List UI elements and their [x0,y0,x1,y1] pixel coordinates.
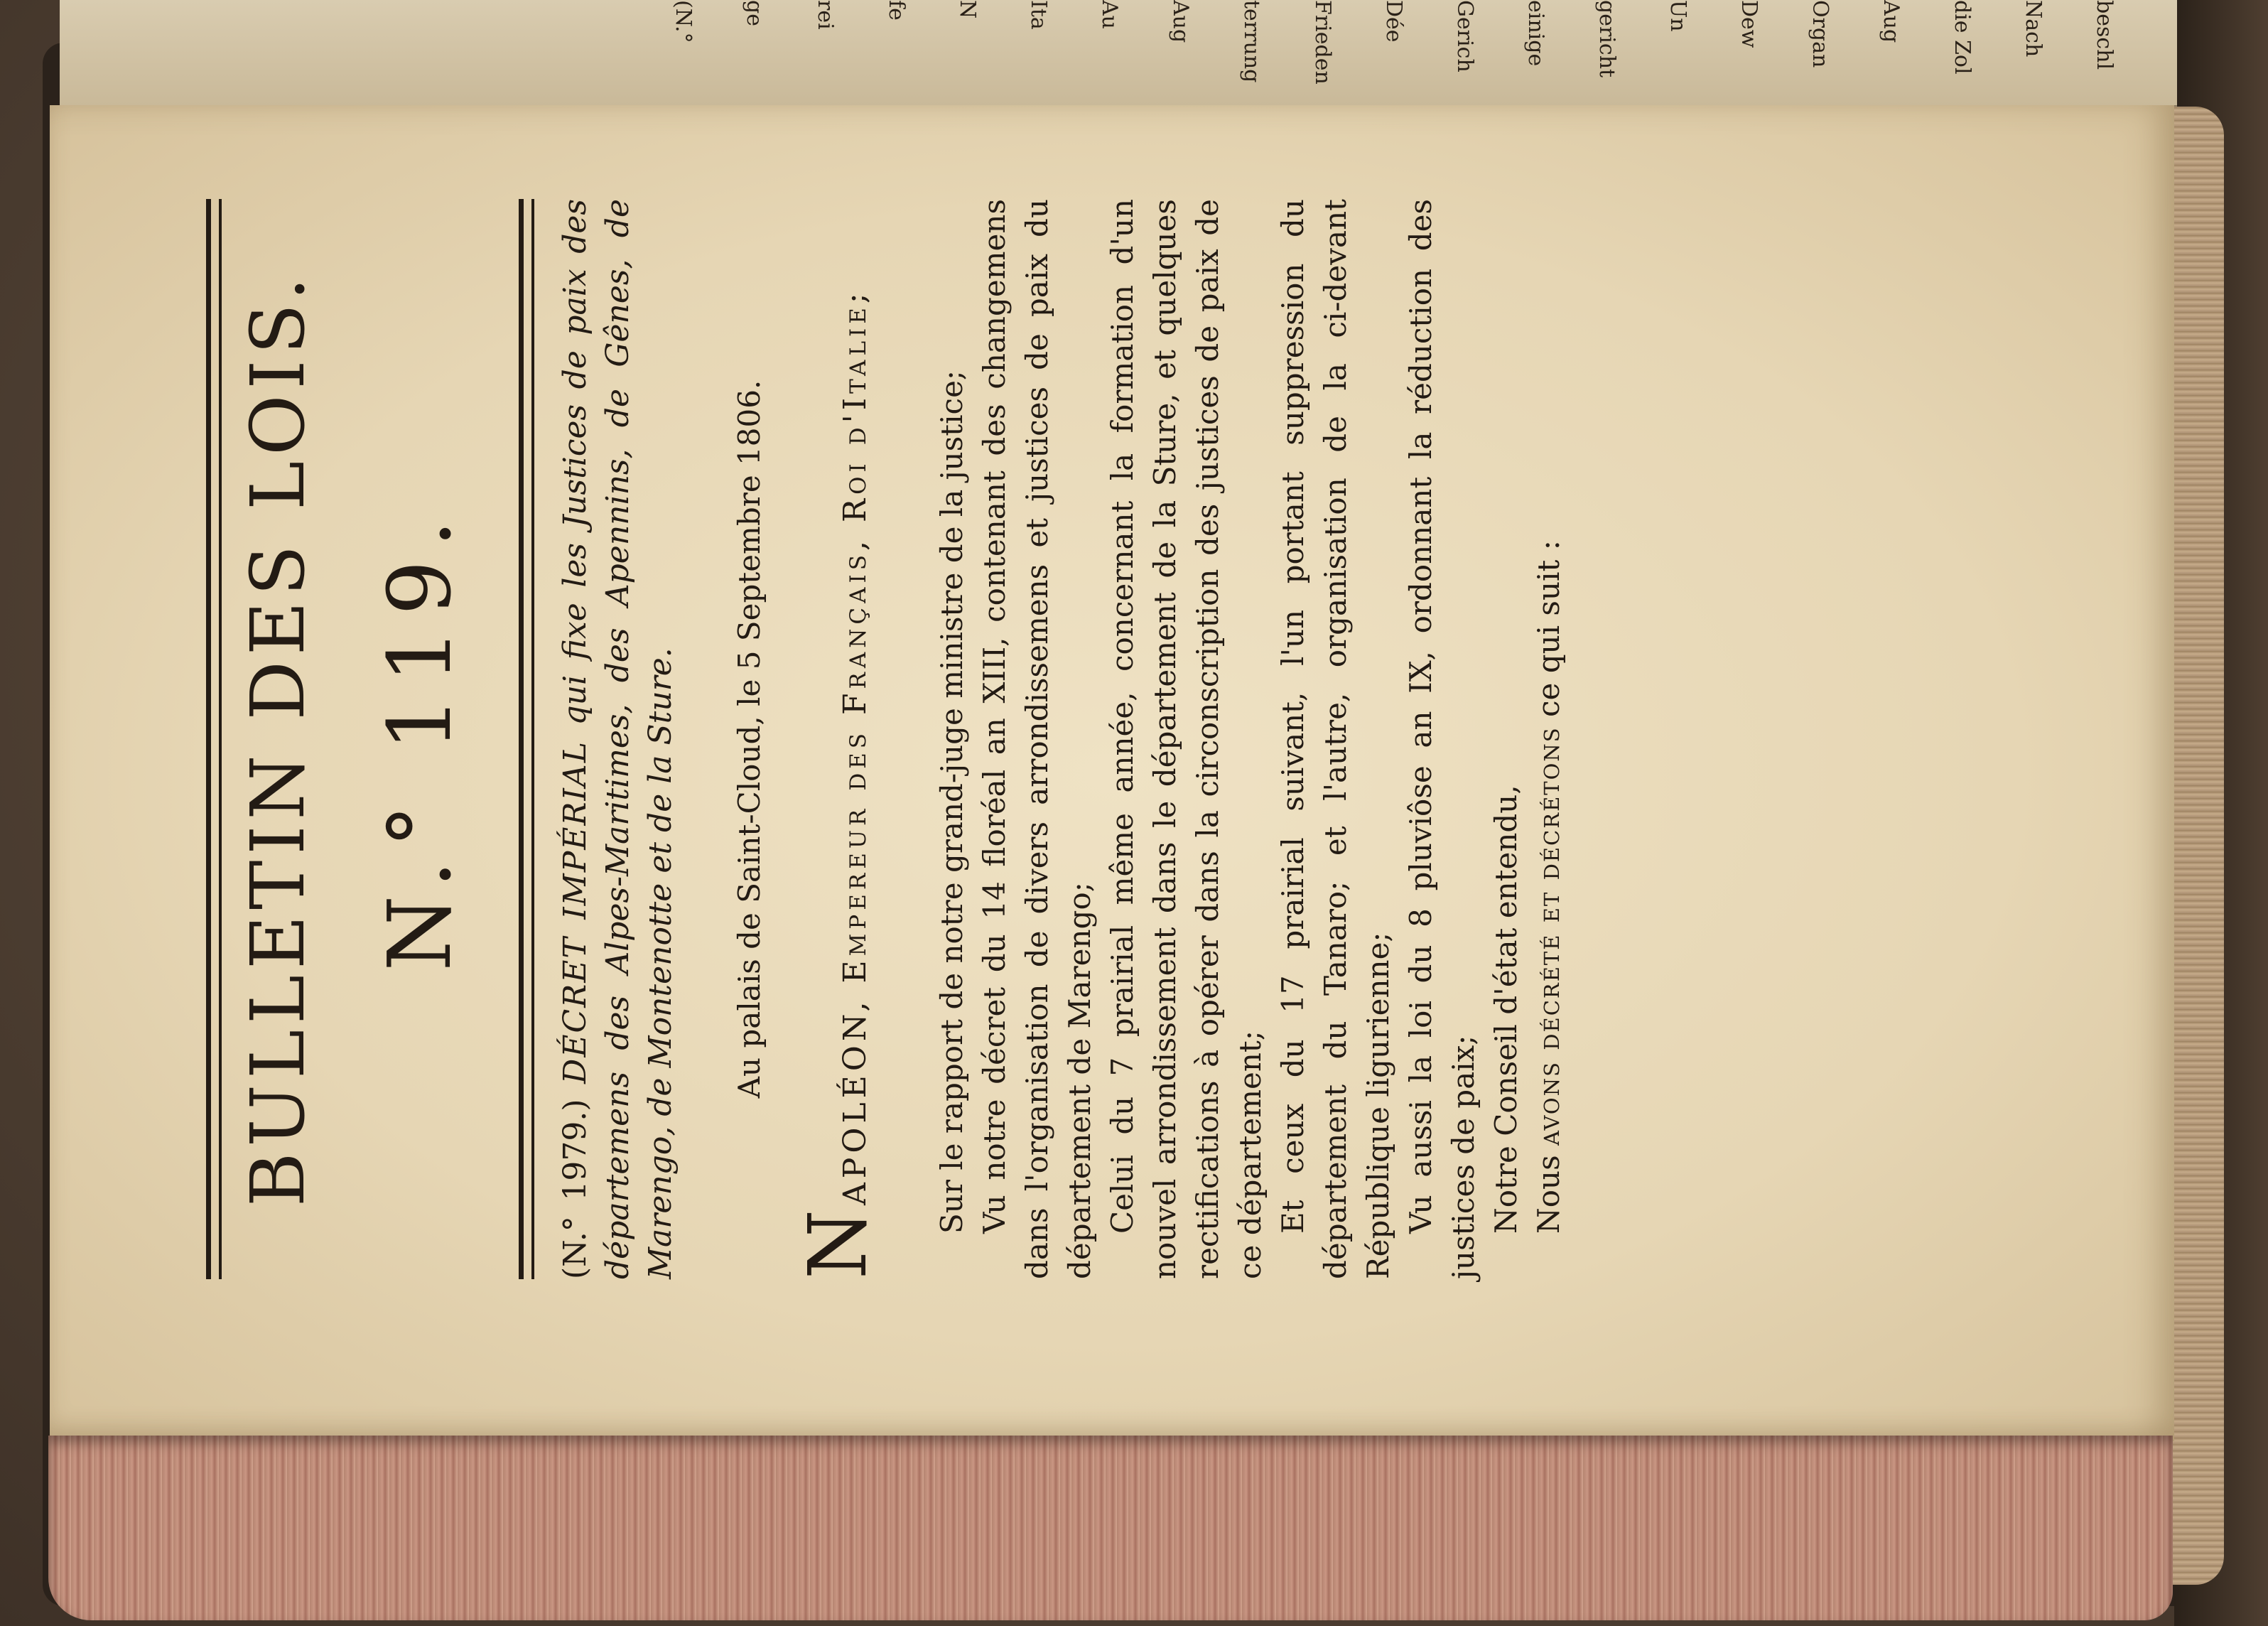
top-double-rule [206,199,222,1279]
emperor-name: APOLÉON, [837,997,873,1205]
paragraph-enacting [1528,199,1570,1279]
adjacent-page-fragment: Aug [1168,0,1193,43]
drop-initial: N [792,1205,885,1279]
adjacent-page-fragment: die Zol [1950,0,1975,75]
enacting-post: ce qui suit : [1531,540,1566,718]
paragraph-prairial-17: Et ceux du 17 prairial suivant, l'un portant suppression du département du Tanaro; et l'autre, organisation de la ci-devant République ligurienne; [1275,199,1395,1279]
decree-heading [554,199,682,1279]
enacting-formula: avons décrété et décrétons [1531,726,1566,1146]
emperor-line [792,199,885,1279]
decree-body [931,199,1570,1279]
paragraph-conseil: Notre Conseil d'état entendu, [1489,785,1523,1234]
adjacent-page-fragment: einige [1523,0,1548,67]
decree-label: DÉCRET IMPÉRIAL [557,741,593,1084]
bulletin-title: BULLETIN DES LOIS. [234,271,321,1207]
adjacent-page-fragment: Ita [1026,0,1051,30]
enacting-pre: Nous [1531,1155,1566,1234]
adjacent-page-fragment: Dew [1737,0,1761,48]
adjacent-page-fragment: rei [813,0,838,30]
red-sprinkled-edge [48,1436,2173,1620]
adjacent-page-fragment: (N.° [671,0,696,43]
adjacent-page-fragment: Frieden [1310,0,1335,85]
bulletin-number: N.° 119. [369,507,470,971]
paragraph-floreal: Vu notre décret du 14 floréal an XIII, contenant des changemens dans l'organisation de divers arrondissemens et justices de paix du département de Marengo; [977,199,1097,1279]
adjacent-page-fragment: Gerich [1452,0,1477,72]
paragraph-pluviose: Vu aussi la loi du 8 pluviôse an IX, ordonnant la réduction des justices de paix; [1403,199,1481,1279]
decree-summary: qui fixe les Justices de paix des départemens des Alpes-Maritimes, des Apennins, de Gênes, de Marengo, de Montenotte et de la Sture. [557,198,679,1279]
adjacent-page-fragment: terrung [1239,0,1264,83]
adjacent-page-fragment: N [955,0,980,19]
rotated-page-content [206,199,1940,1279]
adjacent-page-fragment: ge [742,0,767,26]
adjacent-page-fragment: Un [1665,0,1690,32]
adjacent-page-strip [60,0,2177,108]
date-line: Au palais de Saint-Cloud, le 5 Septembre 1806. [732,379,767,1099]
adjacent-page-fragment: gericht [1594,0,1619,78]
adjacent-page-fragment: Nach [2021,0,2046,58]
adjacent-page-fragment: Au [1097,0,1122,29]
header-double-rule [519,199,534,1279]
decree-ref: (N.° 1979.) [557,1099,593,1279]
paragraph-prairial-7: Celui du 7 prairial même année, concernant la formation d'un nouvel arrondissement dans le département de la Sture, et quelques rectifications à opérer dans la circonscription des justices de paix de ce département; [1105,199,1268,1279]
adjacent-page-fragment: Organ [1808,0,1832,68]
adjacent-page-fragment: Aug [1879,0,1904,43]
paragraph-rapport: Sur le rapport de notre grand-juge ministre de la justice; [934,370,969,1234]
adjacent-page-fragment: beschl [2092,0,2117,70]
adjacent-page-fragment: fe [884,0,909,21]
emperor-title: Empereur des Français, Roi d'Italie; [837,289,873,984]
adjacent-page-fragment: Dée [1381,0,1406,43]
